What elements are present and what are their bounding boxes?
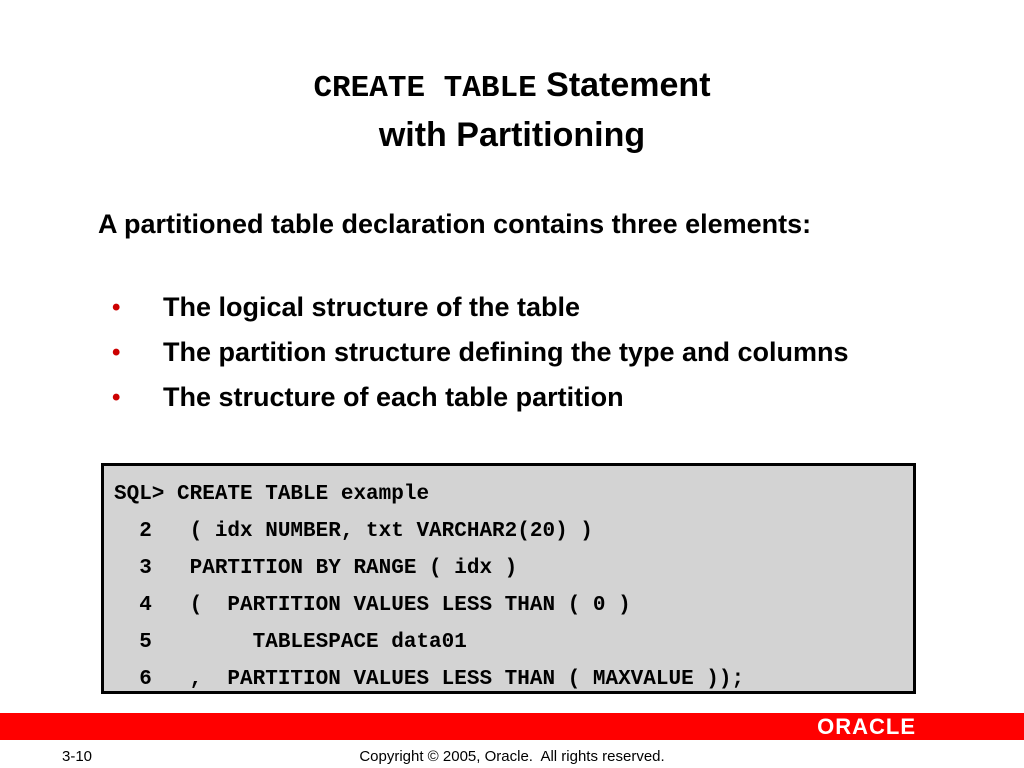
slide-title bbox=[0, 62, 1024, 158]
sql-code-box bbox=[101, 463, 916, 694]
title-text: Statement bbox=[536, 66, 711, 104]
title-line-1 bbox=[0, 62, 1024, 112]
page-number: 3-10 bbox=[62, 748, 93, 765]
oracle-logo: ORACLE bbox=[817, 714, 916, 739]
bullet-icon: • bbox=[112, 339, 121, 366]
code-line: 4 ( PARTITION VALUES LESS THAN ( 0 ) bbox=[114, 594, 631, 617]
copyright-notice: Copyright © 2005, Oracle. All rights reserved. bbox=[359, 748, 665, 765]
footer-bar bbox=[0, 713, 1024, 740]
code-line: 6 , PARTITION VALUES LESS THAN ( MAXVALUE )); bbox=[114, 668, 745, 691]
code-line: SQL> CREATE TABLE example bbox=[114, 483, 430, 506]
bullet-text: The logical structure of the table bbox=[163, 292, 581, 322]
bullet-list bbox=[112, 289, 872, 424]
bullet-icon: • bbox=[112, 384, 121, 411]
code-line: 3 PARTITION BY RANGE ( idx ) bbox=[114, 557, 518, 580]
intro-text: A partitioned table declaration contains three elements: bbox=[98, 209, 812, 239]
title-line-2: with Partitioning bbox=[378, 116, 646, 154]
bullet-item bbox=[112, 289, 872, 326]
code-line: 5 TABLESPACE data01 bbox=[114, 631, 467, 654]
bullet-item bbox=[112, 334, 872, 371]
bullet-text: The structure of each table partition bbox=[163, 382, 624, 412]
bullet-text: The partition structure defining the type and columns bbox=[163, 337, 849, 367]
code-line: 2 ( idx NUMBER, txt VARCHAR2(20) ) bbox=[114, 520, 593, 543]
bullet-item bbox=[112, 379, 872, 416]
title-code: CREATE TABLE bbox=[313, 71, 537, 106]
bullet-icon: • bbox=[112, 294, 121, 321]
